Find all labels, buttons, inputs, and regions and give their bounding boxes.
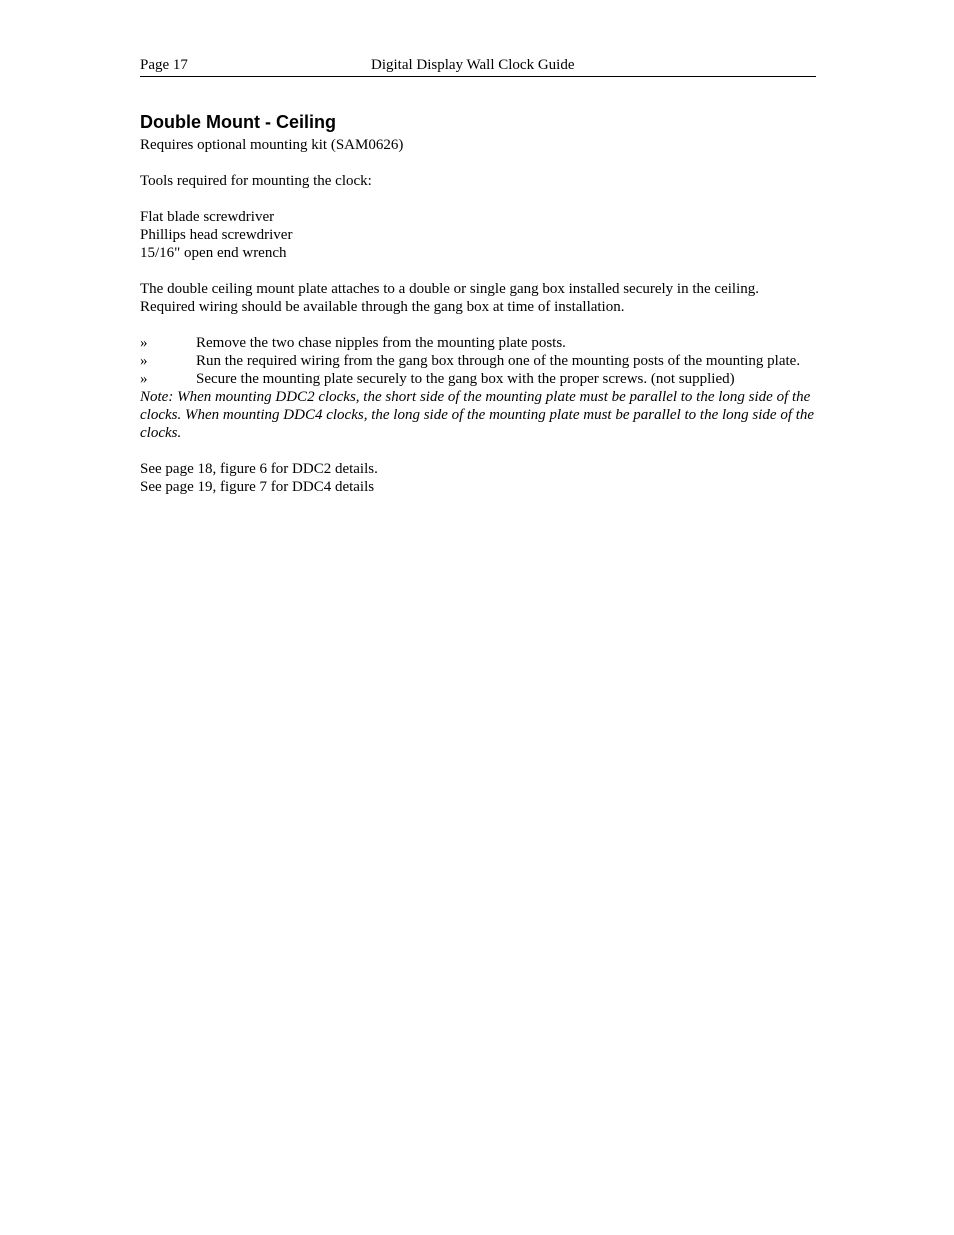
document-title: Digital Display Wall Clock Guide xyxy=(371,57,575,73)
step-text: Run the required wiring from the gang box through one of the mounting posts of the mounting plate. xyxy=(196,353,801,369)
page-header xyxy=(140,54,816,77)
tool-item: Flat blade screwdriver xyxy=(140,209,275,225)
tool-item: 15/16" open end wrench xyxy=(140,245,287,261)
bullet-marker: » xyxy=(140,335,148,351)
list-item xyxy=(140,352,816,370)
tool-item: Phillips head screwdriver xyxy=(140,227,293,243)
reference-line: See page 19, figure 7 for DDC4 details xyxy=(140,479,375,495)
list-item xyxy=(140,370,816,388)
reference-line: See page 18, figure 6 for DDC2 details. xyxy=(140,461,378,477)
tools-intro: Tools required for mounting the clock: xyxy=(140,173,372,189)
description-paragraph: The double ceiling mount plate attaches to a double or single gang box installed securely in the ceiling. Required wiring should be available through the gang box at time of installation. xyxy=(140,281,759,315)
mounting-note: Note: When mounting DDC2 clocks, the short side of the mounting plate must be parallel to the long side of the clocks. When mounting DDC4 clocks, the long side of the mounting plate must be parallel to the long side of the clocks. xyxy=(140,389,815,441)
step-text: Remove the two chase nipples from the mounting plate posts. xyxy=(196,335,566,351)
step-text: Secure the mounting plate securely to the gang box with the proper screws. (not supplied) xyxy=(196,371,735,387)
list-item xyxy=(140,334,816,352)
section-title: Double Mount - Ceiling xyxy=(140,112,336,132)
bullet-marker: » xyxy=(140,371,148,387)
kit-requirement: Requires optional mounting kit (SAM0626) xyxy=(140,137,404,153)
page-content xyxy=(140,110,816,496)
page-number: Page 17 xyxy=(140,57,188,73)
bullet-marker: » xyxy=(140,353,148,369)
installation-steps xyxy=(140,334,816,388)
